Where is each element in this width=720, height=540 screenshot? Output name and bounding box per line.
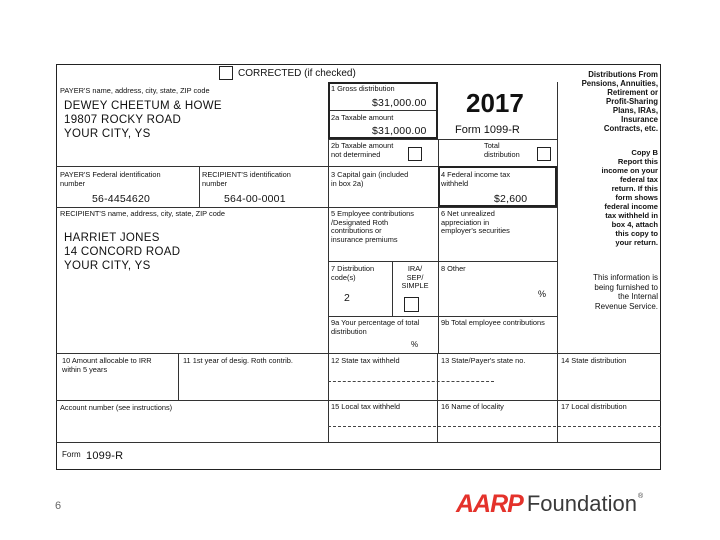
box-3-label: 3 Capital gain (included in box 2a) [331,170,409,188]
ira-sep-simple-label: IRA/ SEP/ SIMPLE [401,264,429,291]
divider-b7-ira [392,261,393,316]
box-17-label: 17 Local distribution [561,402,627,411]
tax-year: 2017 [466,88,524,118]
box-4-label: 4 Federal income tax withheld [441,170,511,188]
box-7-value: 2 [344,292,351,304]
box-1-value: $31,000.00 [372,97,427,109]
irs-notice: This information is being furnished to the Internal Revenue Service. [593,273,658,311]
copy-b-notice: Copy B Report this income on your federal tax return. If this form shows federal income tax withheld in box 4, attach this copy to your return. [601,148,658,247]
dashed-line-15-17 [328,426,661,427]
payer-name: DEWEY CHEETUM & HOWE [64,100,222,112]
box-8-percent: % [538,289,547,299]
registered-mark-icon: ® [637,493,644,500]
aarp-foundation-logo [456,489,643,519]
box-9a-percent: % [411,340,419,349]
aarp-logo-text: AARP [456,490,523,518]
divider-row-10 [56,353,661,354]
payer-id-label: PAYER'S Federal identification number [60,170,161,188]
account-number-label: Account number (see instructions) [60,403,173,412]
box-4-value: $2,600 [494,193,528,205]
divider-ids [199,166,200,207]
recipient-id-value: 564-00-0001 [224,193,286,205]
divider-b14 [557,353,558,442]
divider-account [56,400,661,401]
divider-footer [56,442,661,443]
box-11-label: 11 1st year of desig. Roth contrib. [183,356,293,365]
box-2b-label: 2b Taxable amount not determined [331,141,394,159]
footer-form-number: 1099-R [86,450,124,462]
page-number: 6 [55,500,62,512]
box-2a-value: $31,000.00 [372,125,427,137]
box-1-label: 1 Gross distribution [331,84,395,93]
divider-b3 [328,207,557,208]
box-2b-checkbox[interactable] [408,147,422,161]
recipient-label: RECIPIENT'S name, address, city, state, ZIP code [60,209,226,218]
footer-form-label: Form [62,450,81,459]
divider-b7 [328,316,557,317]
payer-street: 19807 ROCKY ROAD [64,114,182,126]
payer-id-value: 56-4454620 [92,193,151,205]
recipient-street: 14 CONCORD ROAD [64,246,181,258]
ira-sep-simple-checkbox[interactable] [404,297,419,312]
divider-payer-bottom [56,166,328,167]
dashed-line-12-13 [328,381,494,382]
box-10-label: 10 Amount allocable to IRR within 5 years [62,356,152,374]
box-9a-label: 9a Your percentage of total distribution [331,318,420,336]
box-2a-label: 2a Taxable amount [331,113,394,122]
recipient-name: HARRIET JONES [64,232,160,244]
box-13-label: 13 State/Payer's state no. [441,356,526,365]
foundation-logo-text: Foundation [526,491,637,516]
divider-b5 [328,261,557,262]
divider-b10 [178,353,179,400]
divider-b13 [437,353,438,442]
form-title-block: Distributions From Pensions, Annuities, Retirement or Profit-Sharing Plans, IRAs, Insurance Contracts, etc. [581,70,658,133]
box-14-label: 14 State distribution [561,356,627,365]
box-15-label: 15 Local tax withheld [331,402,401,411]
divider-b2a [328,139,557,140]
corrected-checkbox[interactable] [219,66,233,80]
form-name: Form 1099-R [455,124,520,136]
total-distribution-checkbox[interactable] [537,147,551,161]
box-12-label: 12 State tax withheld [331,356,400,365]
box-5-label: 5 Employee contributions /Designated Roth contributions or insurance premiums [331,209,414,244]
recipient-city: YOUR CITY, YS [64,260,151,272]
corrected-label: CORRECTED (if checked) [238,68,356,79]
box-9b-label: 9b Total employee contributions [441,318,545,327]
payer-label: PAYER'S name, address, city, state, ZIP code [60,86,210,95]
divider-b12 [328,353,329,442]
box-6-label: 6 Net unrealized appreciation in employer's securities [441,209,510,236]
recipient-id-label: RECIPIENT'S identification number [202,170,291,188]
divider-id-bottom [56,207,328,208]
total-distribution-label: Total distribution [484,141,520,159]
box-8-label: 8 Other [441,264,466,273]
box-16-label: 16 Name of locality [441,402,504,411]
divider-col-right [557,82,558,353]
box-7-label: 7 Distribution code(s) [331,264,375,282]
payer-city: YOUR CITY, YS [64,128,151,140]
